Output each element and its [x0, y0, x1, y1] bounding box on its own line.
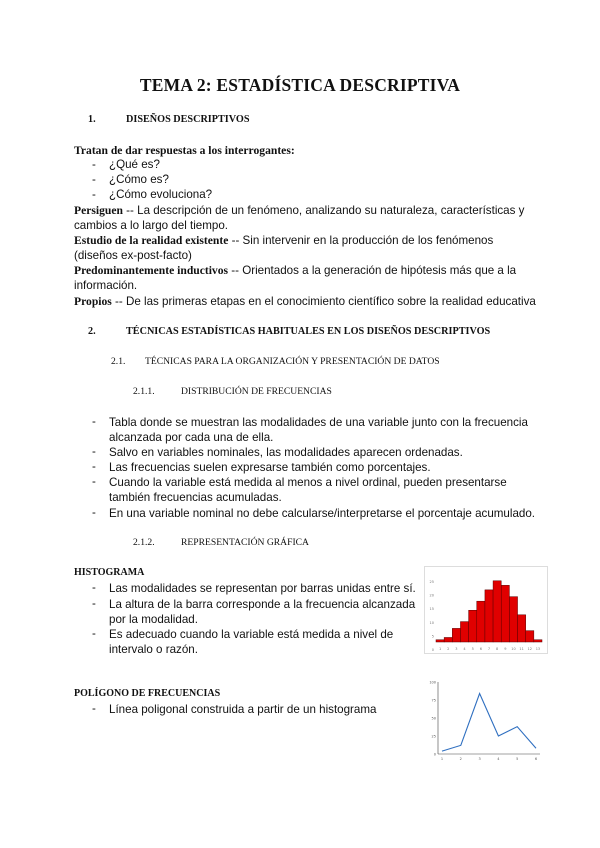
polygon-line [442, 694, 536, 752]
histogram-x-tick: 2 [447, 647, 450, 651]
histogram-bar [485, 590, 493, 642]
histogram-x-tick: 7 [487, 647, 491, 651]
subsection-2-1-2-title: REPRESENTACIÓN GRÁFICA [181, 537, 309, 548]
freq-bullet-4-cont: también frecuencias acumuladas. [109, 491, 282, 504]
bullet-dash: - [92, 627, 96, 640]
histogram-y-tick: 0 [431, 648, 434, 652]
histogram-x-tick: 5 [471, 647, 474, 651]
polygon-chart [424, 676, 548, 764]
hist-bullet-2-cont: por la modalidad. [109, 613, 198, 626]
polygon-x-tick: 3 [478, 757, 481, 761]
predom-text-2: información. [74, 279, 138, 292]
question-2: ¿Cómo es? [109, 173, 169, 186]
histogram-chart [424, 566, 548, 654]
histograma-label: HISTOGRAMA [74, 567, 145, 578]
propios-label: Propios [74, 295, 112, 308]
freq-bullet-3: Las frecuencias suelen expresarse también como porcentajes. [109, 461, 431, 474]
subsection-2-1-title: TÉCNICAS PARA LA ORGANIZACIÓN Y PRESENTACIÓN DE DATOS [145, 356, 440, 367]
bullet-dash: - [92, 158, 96, 171]
polygon-x-tick: 5 [516, 757, 519, 761]
histogram-x-tick: 1 [438, 647, 442, 651]
histogram-bar [469, 610, 477, 642]
section-1-number: 1. [88, 114, 96, 125]
polygon-y-tick: 25 [431, 734, 436, 739]
hist-bullet-2: La altura de la barra corresponde a la frecuencia alcanzada [109, 598, 416, 611]
bullet-dash: - [92, 445, 96, 458]
hist-bullet-1: Las modalidades se representan por barras unidas entre sí. [109, 582, 416, 595]
poligono-label: POLÍGONO DE FRECUENCIAS [74, 688, 221, 699]
polygon-y-tick: 0 [433, 752, 436, 757]
persiguen-label: Persiguen [74, 204, 123, 217]
histogram-x-tick: 6 [479, 647, 482, 651]
histogram-y-tick: 20 [429, 593, 434, 598]
polygon-y-tick: 50 [431, 716, 436, 721]
subsection-2-1-1-heading [133, 386, 332, 397]
question-1: ¿Qué es? [109, 158, 160, 171]
polygon-x-tick: 6 [534, 757, 538, 761]
bullet-dash: - [92, 597, 96, 610]
predom-line [74, 264, 516, 278]
estudio-text-1: -- Sin intervenir en la producción de los fenómenos [228, 234, 494, 247]
histogram-x-tick: 4 [463, 647, 466, 651]
histogram-x-tick: 11 [519, 647, 524, 651]
histogram-bar [501, 585, 509, 642]
bullet-dash: - [92, 702, 96, 715]
freq-bullet-5: En una variable nominal no debe calcularse/interpretarse el porcentaje acumulado. [109, 507, 536, 520]
bullet-dash: - [92, 475, 96, 488]
persiguen-text-1: -- La descripción de un fenómeno, analizando su naturaleza, características y [122, 204, 525, 217]
propios-line [74, 295, 536, 309]
histogram-x-tick: 12 [527, 647, 533, 651]
predom-text-1: -- Orientados a la generación de hipótesis más que a la [228, 264, 517, 277]
subsection-2-1-2-number: 2.1.2. [133, 537, 155, 548]
hist-bullet-3-cont: intervalo o razón. [109, 643, 198, 656]
predom-label: Predominantemente inductivos [74, 264, 229, 277]
histogram-bar [477, 601, 485, 642]
histogram-bar [436, 640, 444, 642]
poly-bullet-1: Línea poligonal construida a partir de un histograma [109, 703, 377, 716]
estudio-label: Estudio de la realidad existente [74, 234, 229, 247]
page-title: TEMA 2: ESTADÍSTICA DESCRIPTIVA [139, 75, 461, 95]
polygon-y-tick: 75 [431, 698, 436, 703]
histogram-x-tick: 10 [511, 647, 516, 651]
question-3: ¿Cómo evoluciona? [109, 188, 213, 201]
histogram-x-tick: 9 [504, 647, 507, 651]
bullet-dash: - [92, 460, 96, 473]
subsection-2-1-2-heading [133, 537, 309, 548]
histogram-y-tick: 10 [429, 620, 434, 625]
histogram-bar [518, 615, 526, 642]
histogram-y-tick: 25 [429, 580, 434, 584]
polygon-y-tick: 100 [429, 680, 436, 685]
polygon-x-tick: 2 [459, 757, 462, 761]
persiguen-line [74, 204, 524, 218]
histogram-x-tick: 8 [496, 647, 499, 651]
section-2-title: TÉCNICAS ESTADÍSTICAS HABITUALES EN LOS DISEÑOS DESCRIPTIVOS [126, 326, 491, 337]
bullet-dash: - [92, 506, 96, 519]
subsection-2-1-1-number: 2.1.1. [133, 386, 155, 397]
histogram-bar [452, 628, 460, 642]
estudio-text-2: (diseños ex-post-facto) [74, 249, 192, 262]
polygon-x-tick: 4 [497, 757, 500, 761]
hist-bullet-3: Es adecuado cuando la variable está medida a nivel de [109, 628, 394, 641]
freq-bullet-1: Tabla donde se muestran las modalidades de una variable junto con la frecuencia [109, 416, 528, 429]
freq-bullet-4: Cuando la variable está medida al menos a nivel ordinal, pueden presentarse [109, 476, 507, 489]
histogram-bar [526, 631, 534, 642]
intro-text: Tratan de dar respuestas a los interrogantes: [74, 144, 295, 157]
propios-text: -- De las primeras etapas en el conocimiento científico sobre la realidad educativa [111, 295, 536, 308]
histogram-x-tick: 3 [455, 647, 458, 651]
persiguen-text-2: cambios a lo largo del tiempo. [74, 219, 229, 232]
bullet-dash: - [92, 581, 96, 594]
histogram-bar [509, 597, 517, 642]
polygon-x-tick: 1 [440, 757, 444, 761]
subsection-2-1-1-title: DISTRIBUCIÓN DE FRECUENCIAS [181, 386, 332, 397]
bullet-dash: - [92, 415, 96, 428]
bullet-dash: - [92, 173, 96, 186]
bullet-dash: - [92, 188, 96, 201]
section-2-heading [88, 326, 490, 337]
freq-bullet-1-cont: alcanzada por cada una de ella. [109, 431, 274, 444]
subsection-2-1-heading [111, 356, 440, 367]
section-1-title: DISEÑOS DESCRIPTIVOS [126, 114, 250, 125]
histogram-y-tick: 15 [429, 607, 434, 612]
section-1-heading [88, 114, 250, 125]
subsection-2-1-number: 2.1. [111, 356, 126, 367]
histogram-bar [444, 637, 452, 642]
estudio-line [74, 234, 493, 248]
freq-bullet-2: Salvo en variables nominales, las modalidades aparecen ordenadas. [109, 446, 463, 459]
histogram-bar [534, 640, 542, 642]
histogram-y-tick: 5 [431, 634, 434, 639]
histogram-bar [460, 622, 468, 642]
section-2-number: 2. [88, 326, 96, 337]
histogram-bar [493, 581, 501, 642]
histogram-x-tick: 13 [535, 647, 541, 651]
